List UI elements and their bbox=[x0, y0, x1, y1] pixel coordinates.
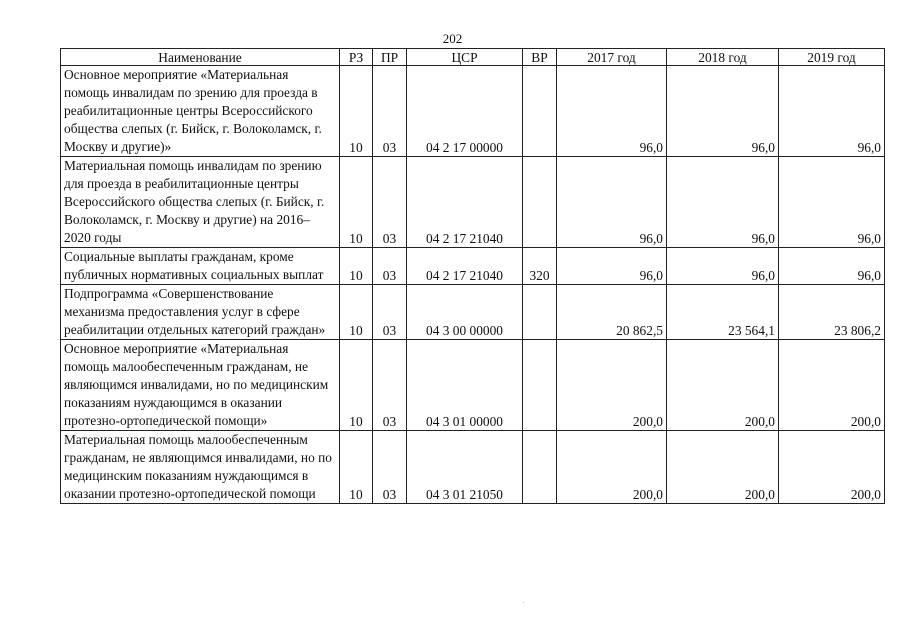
table-row bbox=[61, 66, 885, 157]
row-2019: 200,0 bbox=[779, 340, 885, 431]
row-name: Основное мероприятие «Материальная помощь инвалидам по зрению для проезда в реабилитационные центры Всероссийского общества слепых (г. Бийск, г. Волоколамск, г. Москву и другие)» bbox=[61, 66, 340, 157]
row-rz: 10 bbox=[340, 248, 373, 285]
row-2017: 20 862,5 bbox=[557, 285, 667, 340]
row-vr bbox=[523, 431, 557, 504]
header-2019: 2019 год bbox=[779, 49, 885, 66]
row-2019: 200,0 bbox=[779, 431, 885, 504]
row-name: Материальная помощь малообеспеченным гражданам, не являющимся инвалидами, но по медицинским показаниям нуждающимся в оказании протезно-ортопедической помощи bbox=[61, 431, 340, 504]
row-csr: 04 2 17 00000 bbox=[407, 66, 523, 157]
row-2019: 96,0 bbox=[779, 248, 885, 285]
row-pr: 03 bbox=[373, 431, 407, 504]
header-2018: 2018 год bbox=[667, 49, 779, 66]
row-rz: 10 bbox=[340, 66, 373, 157]
row-2017: 96,0 bbox=[557, 157, 667, 248]
row-pr: 03 bbox=[373, 340, 407, 431]
row-rz: 10 bbox=[340, 431, 373, 504]
row-2018: 96,0 bbox=[667, 66, 779, 157]
row-2017: 200,0 bbox=[557, 340, 667, 431]
row-2017: 200,0 bbox=[557, 431, 667, 504]
row-csr: 04 3 00 00000 bbox=[407, 285, 523, 340]
row-name: Социальные выплаты гражданам, кроме публичных нормативных социальных выплат bbox=[61, 248, 340, 285]
row-csr: 04 3 01 00000 bbox=[407, 340, 523, 431]
row-vr bbox=[523, 66, 557, 157]
row-name: Материальная помощь инвалидам по зрению для проезда в реабилитационные центры Всероссийского общества слепых (г. Бийск, г. Волоколамск, г. Москву и другие) на 2016–2020 годы bbox=[61, 157, 340, 248]
table-row bbox=[61, 157, 885, 248]
row-2019: 96,0 bbox=[779, 157, 885, 248]
row-2018: 200,0 bbox=[667, 431, 779, 504]
table-row bbox=[61, 285, 885, 340]
header-pr: ПР bbox=[373, 49, 407, 66]
row-2017: 96,0 bbox=[557, 248, 667, 285]
header-rz: РЗ bbox=[340, 49, 373, 66]
row-vr bbox=[523, 157, 557, 248]
row-pr: 03 bbox=[373, 157, 407, 248]
row-pr: 03 bbox=[373, 285, 407, 340]
row-2019: 23 806,2 bbox=[779, 285, 885, 340]
header-name: Наименование bbox=[61, 49, 340, 66]
row-name: Подпрограмма «Совершенствование механизма предоставления услуг в сфере реабилитации отдельных категорий граждан» bbox=[61, 285, 340, 340]
row-pr: 03 bbox=[373, 248, 407, 285]
row-rz: 10 bbox=[340, 157, 373, 248]
row-name: Основное мероприятие «Материальная помощь малообеспеченным гражданам, не являющимся инвалидами, но по медицинским показаниям нуждающимся в оказании протезно-ортопедической помощи» bbox=[61, 340, 340, 431]
row-pr: 03 bbox=[373, 66, 407, 157]
row-csr: 04 2 17 21040 bbox=[407, 248, 523, 285]
row-2019: 96,0 bbox=[779, 66, 885, 157]
header-vr: ВР bbox=[523, 49, 557, 66]
row-vr: 320 bbox=[523, 248, 557, 285]
scan-speck bbox=[523, 602, 524, 603]
table-row bbox=[61, 431, 885, 504]
row-csr: 04 2 17 21040 bbox=[407, 157, 523, 248]
row-rz: 10 bbox=[340, 285, 373, 340]
row-2018: 23 564,1 bbox=[667, 285, 779, 340]
budget-table bbox=[60, 48, 885, 504]
table-header-row bbox=[61, 49, 885, 66]
row-2018: 200,0 bbox=[667, 340, 779, 431]
table-row bbox=[61, 248, 885, 285]
row-vr bbox=[523, 340, 557, 431]
row-2018: 96,0 bbox=[667, 157, 779, 248]
row-2018: 96,0 bbox=[667, 248, 779, 285]
row-2017: 96,0 bbox=[557, 66, 667, 157]
row-rz: 10 bbox=[340, 340, 373, 431]
table-row bbox=[61, 340, 885, 431]
header-2017: 2017 год bbox=[557, 49, 667, 66]
page-number: 202 bbox=[442, 31, 463, 46]
header-csr: ЦСР bbox=[407, 49, 523, 66]
row-vr bbox=[523, 285, 557, 340]
row-csr: 04 3 01 21050 bbox=[407, 431, 523, 504]
